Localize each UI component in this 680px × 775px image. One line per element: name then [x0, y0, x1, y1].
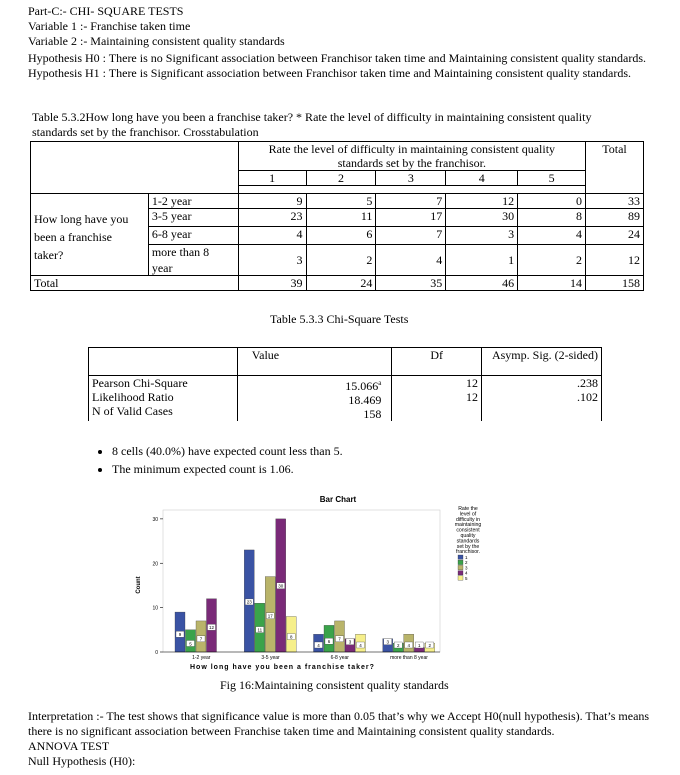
- chart-title: Bar Chart: [319, 495, 357, 504]
- legend-title-line: set by the: [456, 543, 480, 550]
- data-label: 3: [386, 639, 390, 645]
- row-group-label: How long have you been a franchise taker?: [31, 194, 149, 276]
- hypothesis-h1: Hypothesis H1 : There is Significant association between Franchisor taken time and Maintaining consistent quality standards.: [28, 66, 631, 80]
- data-label: 4: [359, 642, 362, 648]
- chart-legend: [455, 506, 482, 581]
- row-total: 24: [586, 227, 644, 245]
- data-label: 9: [178, 632, 182, 638]
- null-hypothesis-heading: Null Hypothesis (H0):: [28, 754, 136, 768]
- legend-swatch: [458, 576, 463, 580]
- y-tick-label: 10: [152, 605, 158, 612]
- cell: 2: [518, 245, 586, 276]
- x-axis-label: How long have you been a franchise taker?: [190, 664, 375, 671]
- data-label: 23: [246, 599, 252, 605]
- legend-title-line: quality: [460, 533, 476, 539]
- cell: 7: [376, 227, 446, 245]
- row-label: 3-5 year: [148, 209, 238, 227]
- value-header: Value: [237, 348, 392, 376]
- legend-entry: 2: [465, 560, 468, 566]
- data-label: 5: [189, 641, 192, 647]
- legend-swatch: [458, 560, 463, 564]
- legend-title-line: Rate the: [458, 506, 478, 512]
- cell: 5: [306, 194, 376, 209]
- sig-header: Asymp. Sig. (2-sided): [481, 348, 601, 376]
- data-label: 4: [317, 642, 320, 648]
- cell: 30: [446, 209, 518, 227]
- rating-header-line2: standards set by the franchisor.: [337, 156, 486, 170]
- chisq-title: Table 5.3.3 Chi-Square Tests: [270, 312, 409, 326]
- legend-title-line: difficulty in: [455, 516, 481, 523]
- y-axis-label: Count: [136, 576, 142, 594]
- legend-swatch: [458, 565, 463, 569]
- anova-heading: ANNOVA TEST: [28, 739, 110, 753]
- data-label: 11: [257, 627, 263, 633]
- x-tick-label: 3-5 year: [261, 655, 280, 661]
- cell: 17: [376, 209, 446, 227]
- x-tick-label: 6-8 year: [330, 655, 349, 661]
- data-label: 7: [338, 636, 341, 642]
- df-header: Df: [392, 348, 482, 376]
- row-label: 6-8 year: [148, 227, 238, 245]
- data-label: 1: [418, 642, 421, 648]
- col-5-header: 5: [518, 171, 586, 186]
- cell: 3: [238, 245, 306, 276]
- interpretation-line1: Interpretation :- The test shows that significance value is more than 0.05 that’s why we Accept H0(null hypothesis). That’s means: [28, 709, 650, 723]
- x-tick-label: more than 8 year: [390, 655, 428, 661]
- total-row-label: Total: [31, 276, 239, 291]
- cell: 4: [376, 245, 446, 276]
- cell: 6: [306, 227, 376, 245]
- cell: 14: [518, 276, 586, 291]
- cell: 0: [518, 194, 586, 209]
- data-label: 7: [199, 636, 203, 642]
- data-label: 2: [428, 642, 432, 648]
- cell: 4: [518, 227, 586, 245]
- variable-1: Variable 1 :- Franchise taken time: [28, 19, 191, 33]
- chart-plot-area: [152, 510, 440, 661]
- legend-entry: 4: [465, 570, 468, 576]
- col-2-header: 2: [306, 171, 376, 186]
- data-label: 8: [290, 634, 293, 640]
- cell: 46: [446, 276, 518, 291]
- legend-swatch: [458, 571, 463, 575]
- cell: 11: [306, 209, 376, 227]
- cell: 23: [238, 209, 306, 227]
- value-cell: 15.066$^a$ 18.469 158: [237, 376, 392, 422]
- row-label: more than 8 year: [148, 245, 238, 276]
- cell: 35: [376, 276, 446, 291]
- data-label: 30: [278, 583, 284, 589]
- cell: 39: [238, 276, 306, 291]
- rating-header-line1: Rate the level of difficulty in maintaining consistent quality: [268, 142, 556, 156]
- x-tick-label: 1-2 year: [192, 655, 211, 661]
- hypothesis-h0: Hypothesis H0 : There is no Significant association between Franchisor taken time and Maintaining consistent quality standards.: [28, 51, 646, 65]
- legend-title-line: maintaining: [454, 522, 482, 529]
- total-header: Total: [586, 142, 644, 194]
- list-item: • 8 cells (40.0%) have expected count less than 5.: [112, 442, 343, 460]
- legend-title-line: standards: [456, 538, 480, 545]
- data-label: 6: [327, 638, 331, 644]
- data-label: 3: [348, 639, 352, 645]
- row-label: Pearson Chi-Square Likelihood Ratio N of Valid Cases: [89, 376, 238, 422]
- y-tick-label: 20: [152, 561, 158, 568]
- list-item: • The minimum expected count is 1.06.: [112, 460, 343, 478]
- data-label: 2: [397, 642, 400, 648]
- legend-title-line: consistent: [456, 527, 480, 534]
- cell: 12: [446, 194, 518, 209]
- legend-entry: 5: [465, 575, 468, 581]
- cell: 24: [306, 276, 376, 291]
- col-1-header: 1: [238, 171, 306, 186]
- cell: 7: [376, 194, 446, 209]
- legend-entry: 1: [465, 555, 468, 560]
- figure-caption: Fig 16:Maintaining consistent quality standards: [220, 678, 449, 692]
- cell: 9: [238, 194, 306, 209]
- bar: [414, 648, 424, 652]
- data-label: 12: [209, 625, 215, 631]
- row-total: 12: [586, 245, 644, 276]
- cell: 3: [446, 227, 518, 245]
- row-total: 33: [586, 194, 644, 209]
- cell: 1: [446, 245, 518, 276]
- row-label: 1-2 year: [148, 194, 238, 209]
- cell: 4: [238, 227, 306, 245]
- legend-title-line: franchisor.: [456, 549, 480, 556]
- cell: 8: [518, 209, 586, 227]
- col-3-header: 3: [376, 171, 446, 186]
- data-label: 4: [407, 642, 411, 648]
- legend-swatch: [458, 555, 463, 559]
- variable-2: Variable 2 :- Maintaining consistent quality standards: [28, 34, 285, 48]
- interpretation-line2: there is no significant association between Franchise taken time and Maintaining consistent quality standards.: [28, 724, 555, 738]
- grand-total: 158: [586, 276, 644, 291]
- part-heading: Part-C:- CHI- SQUARE TESTS: [28, 4, 184, 18]
- data-label: 17: [267, 613, 273, 619]
- y-tick-label: 30: [152, 516, 158, 523]
- legend-entry: 3: [465, 565, 468, 571]
- df-cell: 12 12: [392, 376, 482, 422]
- cell: 2: [306, 245, 376, 276]
- y-tick-label: 0: [155, 650, 158, 656]
- crosstab-caption: Table 5.3.2How long have you been a franchise taker? * Rate the level of difficulty in maintaining consistent quality: [32, 110, 592, 124]
- legend-title-line: level of: [459, 511, 477, 518]
- crosstab-caption-line2: standards set by the franchisor. Crosstabulation: [32, 125, 259, 139]
- row-total: 89: [586, 209, 644, 227]
- col-4-header: 4: [446, 171, 518, 186]
- sig-cell: .238 .102: [481, 376, 601, 422]
